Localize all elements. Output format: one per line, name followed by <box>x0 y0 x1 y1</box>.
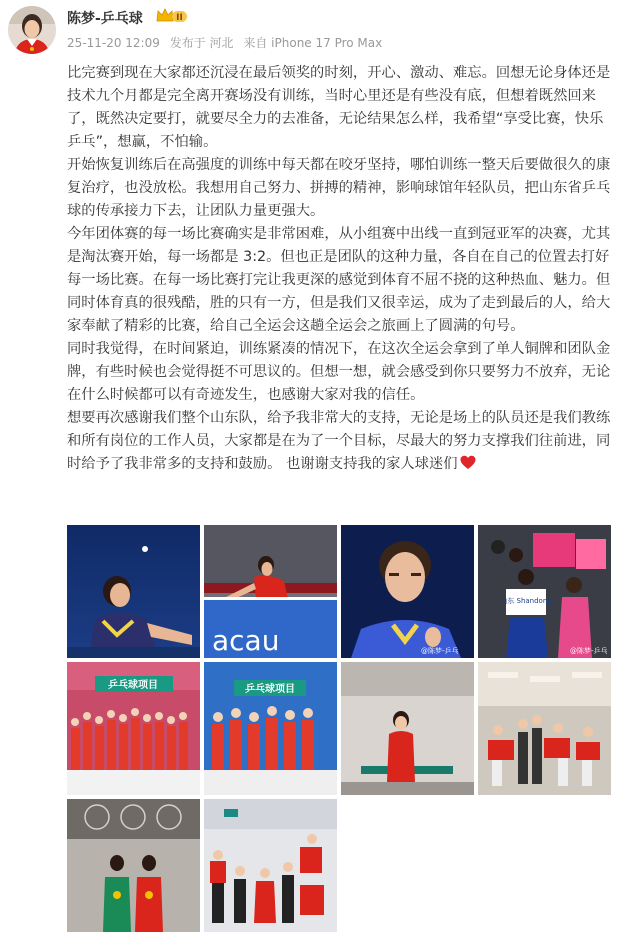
post-paragraph: 今年团体赛的每一场比赛确实是非常困难，从小组赛中出线一直到冠亚军的决赛，尤其是淘汰赛开始，每一场都是 3:2。但也正是团队的这种力量，各自在自己的位置去打好每一场比赛。在每一场比赛打完让我更深的感觉到体育不屈不挠的这种热血、魅力。但同时体育真的很残酷，胜的只有一方，但是我们又很幸运，成为了走到最后的人，给大家奉献了精彩的比赛，给自己全运会这趟全运会之旅画上了圆满的句号。 <box>67 226 611 334</box>
post-paragraph: 开始恢复训练后在高强度的训练中每天都在咬牙坚持，哪怕训练一整天后要做很久的康复治疗，也没放松。我想用自己努力、拼搏的精神，影响球馆年轻队员，把山东省乒乓球的传承接力下去，让团队力量更强大。 <box>67 157 611 219</box>
post-content <box>67 62 615 476</box>
vip-badge[interactable] <box>155 7 189 25</box>
photo-group-banners-image <box>204 799 337 932</box>
photo-caption: 乒乓球项目 <box>245 684 295 695</box>
post-photo-7[interactable] <box>341 662 474 795</box>
user-name[interactable]: 陈梦-乒乓球 <box>67 11 143 27</box>
post-location: 发布于 河北 <box>169 36 234 50</box>
photo-serve-image <box>67 525 200 658</box>
photo-red-jacket-image <box>341 662 474 795</box>
user-avatar-icon <box>8 6 56 54</box>
avatar[interactable] <box>8 6 56 54</box>
post-meta <box>67 34 388 51</box>
photo-podium-image <box>67 662 200 795</box>
photo-closeup-image <box>341 525 474 658</box>
photo-watermark: @陈梦-乒乓 <box>421 647 459 655</box>
post-photo-9[interactable] <box>67 799 200 932</box>
post-date: 25-11-20 12:09 <box>67 36 160 50</box>
post-paragraph-last <box>67 407 615 476</box>
post-photo-6[interactable] <box>204 662 337 795</box>
post-photo-8[interactable] <box>478 662 611 795</box>
photo-watermark: @陈梦-乒乓 <box>570 647 608 655</box>
post-photo-1[interactable] <box>67 525 200 658</box>
post-photo-2[interactable] <box>204 525 337 658</box>
post-photo-10[interactable] <box>204 799 337 932</box>
photo-podium-image <box>204 662 337 795</box>
photo-airport-image <box>478 662 611 795</box>
red-heart-icon <box>460 455 476 470</box>
post-photo-3[interactable] <box>341 525 474 658</box>
photo-fans-image <box>478 525 611 658</box>
photo-forehand-image <box>204 525 337 658</box>
post-device: 来自 iPhone 17 Pro Max <box>243 36 383 50</box>
post-photo-4[interactable] <box>478 525 611 658</box>
post-photo-5[interactable] <box>67 662 200 795</box>
post-paragraph-text: 想要再次感谢我们整个山东队，给予我非常大的支持，无论是场上的队员还是我们教练和所有岗位的工作人员，大家都是在为了一个目标，尽最大的努力支撑我们往前进，同时给予了我非常多的支持和鼓励。 也谢谢支持我的家人球迷们 <box>67 410 611 472</box>
svg-text:II: II <box>176 13 183 23</box>
photo-caption: 乒乓球项目 <box>108 680 158 691</box>
photo-medal-image <box>67 799 200 932</box>
post-paragraph: 同时我觉得，在时间紧迫，训练紧凑的情况下，在这次全运会拿到了单人铜牌和团队金牌，有些时候也会觉得挺不可思议的。但想一想，就会感受到你只要努力不放弃，无论在什么时候都可以有奇迹发生，也感谢大家对我的信任。 <box>67 341 611 403</box>
post-paragraph: 比完赛到现在大家都还沉浸在最后领奖的时刻，开心、激动、难忘。回想无论身体还是技术九个月都是完全离开赛场没有训练，当时心里还是有些没有底，但想着既然回来了，既然决定要打，就要尽全力的去准备，无论结果怎么样，我希望“享受比赛，快乐乒乓”，想赢，不怕输。 <box>67 65 611 150</box>
photo-caption: acau <box>212 624 280 657</box>
photo-caption: 山东 Shandong <box>500 597 552 605</box>
crown-icon <box>155 7 189 25</box>
